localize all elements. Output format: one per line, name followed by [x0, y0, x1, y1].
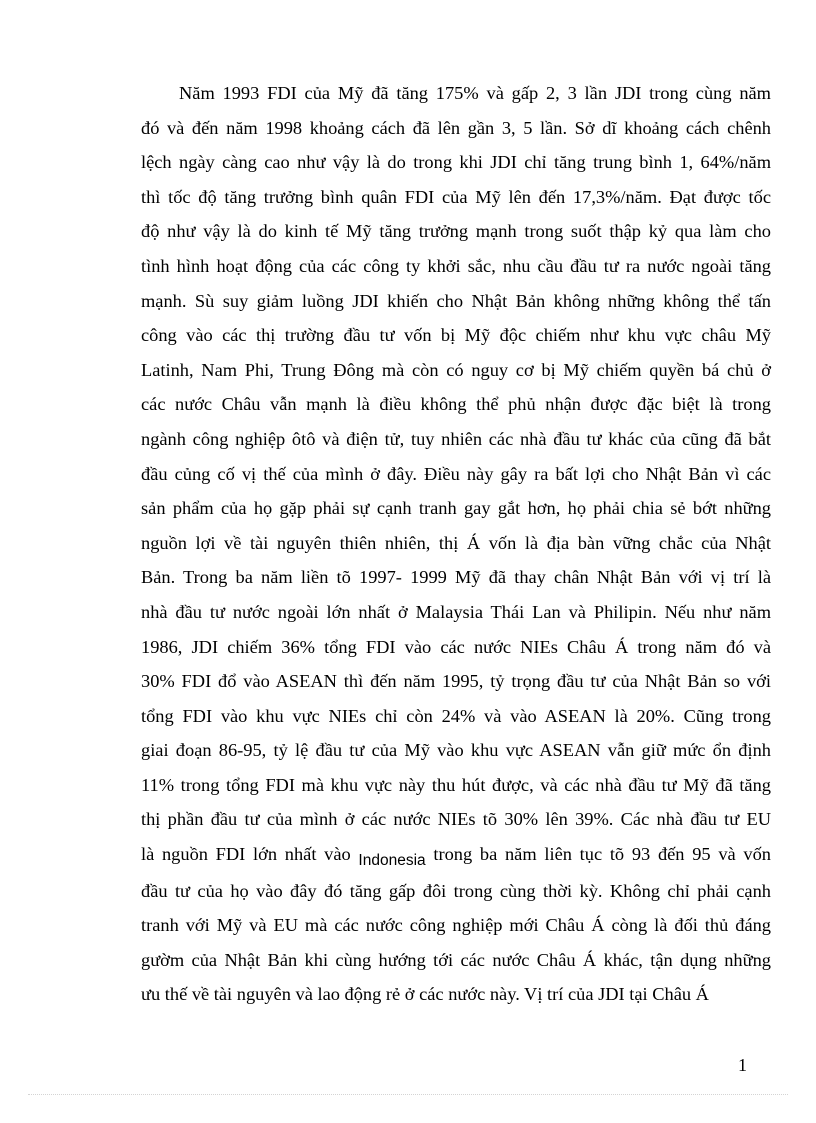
text-line: đầu củng cố vị thế của mình ở đây. Điều này gây ra bất lợi cho Nhật Bản vì các	[141, 463, 771, 484]
text-line: 11% trong tổng FDI mà khu vực này thu hút được, và các nhà đầu tư Mỹ đã tăng	[141, 774, 771, 795]
text-line: sản phẩm của họ gặp phải sự cạnh tranh gay gắt hơn, họ phải chia sẻ bớt những	[141, 498, 771, 519]
text-line: thị phần đầu tư của mình ở các nước NIEs tõ 30% lên 39%. Các nhà đầu tư EU	[141, 809, 771, 830]
text-line: nguồn lợi về tài nguyên thiên nhiên, thị Á vốn là địa bàn vững chắc của Nhật	[141, 532, 771, 553]
text-line: tổng FDI vào khu vực NIEs chỉ còn 24% và vào ASEAN là 20%. Cũng trong	[141, 705, 771, 726]
text-line: đầu tư của họ vào đây đó tăng gấp đôi trong cùng thời kỳ. Không chỉ phải cạnh	[141, 880, 771, 901]
text-line: mạnh. Sù suy giảm luồng JDI khiến cho Nhật Bản không những không thể tấn	[141, 290, 771, 311]
text-segment: là nguồn FDI lớn nhất vào	[141, 844, 351, 865]
text-line: các nước Châu vẫn mạnh là điều không thể phủ nhận được đặc biệt là trong	[141, 394, 771, 415]
text-line: độ như vậy là do kinh tế Mỹ tăng trưởng mạnh trong suốt thập kỷ qua làm cho	[141, 221, 771, 242]
text-line: Năm 1993 FDI của Mỹ đã tăng 175% và gấp 2, 3 lần JDI trong cùng năm	[179, 83, 771, 103]
text-line: nhà đầu tư nước ngoài lớn nhất ở Malaysia Thái Lan và Philipin. Nếu như năm	[141, 601, 771, 622]
text-line: gườm của Nhật Bản khi cùng hướng tới các nước Châu Á khác, tận dụng những	[141, 949, 771, 970]
text-line: đó và đến năm 1998 khoảng cách đã lên gần 3, 5 lần. Sở dĩ khoảng cách chênh	[141, 117, 771, 138]
footer-divider	[28, 1094, 788, 1095]
text-line: Bản. Trong ba năm liền tõ 1997- 1999 Mỹ đã thay chân Nhật Bản với vị trí là	[141, 567, 771, 588]
page-number: 1	[738, 1055, 747, 1075]
text-line: giai đoạn 86-95, tỷ lệ đầu tư của Mỹ vào khu vực ASEAN vẫn giữ mức ổn định	[141, 740, 771, 761]
text-line: tình hình hoạt động của các công ty khởi sắc, nhu cầu đầu tư ra nước ngoài tăng	[141, 255, 771, 276]
text-line: lệch ngày càng cao như vậy là do trong khi JDI chỉ tăng trung bình 1, 64%/năm	[141, 152, 771, 173]
text-line: Latinh, Nam Phi, Trung Đông mà còn có nguy cơ bị Mỹ chiếm quyền bá chủ ở	[141, 359, 771, 380]
body-paragraph	[141, 76, 771, 1012]
text-line: ưu thế về tài nguyên và lao động rẻ ở các nước này. Vị trí của JDI tại Châu Á	[141, 984, 709, 1005]
inline-country-name: Indonesia	[358, 852, 426, 870]
text-line: tranh với Mỹ và EU mà các nước công nghiệp mới Châu Á còng là đối thủ đáng	[141, 915, 771, 936]
text-line: công vào các thị trường đầu tư vốn bị Mỹ độc chiếm như khu vực châu Mỹ	[141, 325, 771, 346]
text-line: 30% FDI đổ vào ASEAN thì đến năm 1995, tỷ trọng đầu tư của Nhật Bản so với	[141, 671, 771, 692]
text-line: ngành công nghiệp ôtô và điện tử, tuy nhiên các nhà đầu tư khác của cũng đã bắt	[141, 428, 771, 449]
text-line-with-inline	[141, 837, 771, 874]
text-line: thì tốc độ tăng trưởng bình quân FDI của Mỹ lên đến 17,3%/năm. Đạt được tốc	[141, 186, 771, 207]
text-segment: trong ba năm liên tục tõ 93 đến 95 và vốn	[433, 844, 771, 865]
text-line: 1986, JDI chiếm 36% tổng FDI vào các nước NIEs Châu Á trong năm đó và	[141, 636, 771, 657]
